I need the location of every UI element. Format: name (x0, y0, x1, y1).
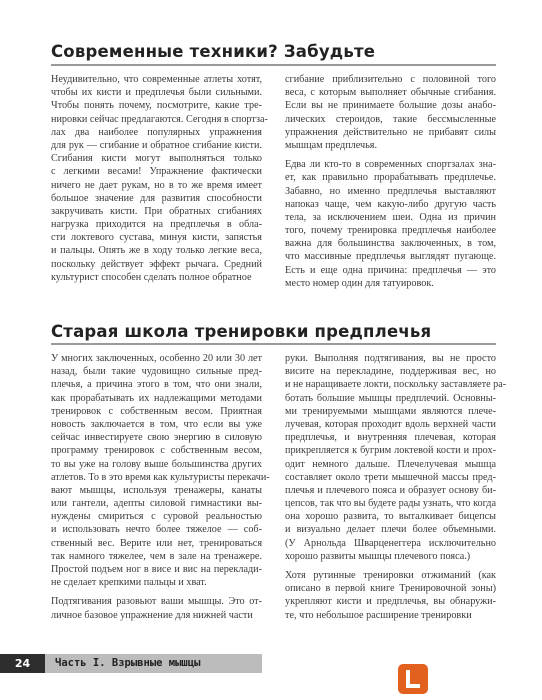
text-line: Неудивительно, что современные атлеты хотят, (51, 74, 262, 85)
text-line: ничего не дает рукам, но в то же время имеет (51, 179, 262, 191)
text-line: чтобы их кисти и предплечья были сильными. (51, 87, 262, 99)
text-line: Чтобы понять почему, посмотрите, какие тре- (51, 100, 262, 112)
chapter-title: Часть I. Взрывные мышцы (55, 657, 201, 669)
text-line: Забавно, но именно предплечья выставляют (285, 185, 496, 197)
text-line: (У Арнольда Шварценеггера исключительно (285, 537, 496, 549)
text-line: плечья, а причина этого в том, что они знали, (51, 379, 262, 391)
text-line: сейчас инвестируете свою энергию в силовую (51, 432, 262, 444)
text-line: закручивать кисти. При обратных сгибаниях (51, 205, 262, 217)
text-line: то вы уже на голову выше большинства других (51, 458, 262, 470)
text-line: ми тренируемыми мышцами являются плече- (285, 405, 496, 417)
text-line: культурист способен сделать полное обратное (51, 271, 252, 283)
section2-left-column (51, 352, 270, 622)
text-line: ботать большие мышцы предплечий. Основны- (285, 392, 496, 404)
paragraph (285, 158, 496, 290)
text-line: прикрепляется к бугрим локтевой кости и прох- (285, 445, 496, 457)
text-line: укрепляют кисти и предплечья, вы обнаружи- (285, 596, 496, 608)
section1-title: Современные техники? Забудьте (51, 42, 376, 61)
text-line: висите на перекладине, поддерживая вес, но (285, 366, 496, 378)
text-line: напоказ чаще, чем какую-либо другую часть (285, 198, 496, 210)
text-line: место номер один для татуировок. (285, 277, 434, 289)
paragraph (51, 595, 262, 621)
text-line: тела, за исключением шеи. Одна из причин (285, 211, 496, 223)
text-line: программу тренировок с собственным весом, (51, 445, 262, 457)
text-line: с легкими весами! Упражнение фактически (51, 166, 262, 178)
text-line: Простой подъем ног в висе и вис на переклади- (51, 564, 262, 575)
text-line: Хотя рутинные тренировки отжиманий (как (285, 570, 496, 581)
text-line: упражнения действительно не прибавят силы (285, 126, 496, 138)
text-line: мышцам предплечья. (285, 139, 378, 151)
text-line: ственный вес. Верите или нет, тренироваться (51, 537, 262, 549)
paragraph (51, 73, 268, 284)
text-line: нировки сейчас предлагаются. Сегодня в спортза- (51, 113, 268, 125)
text-line: одит немного дальше. Плечелучевая мышца (285, 458, 496, 470)
text-line: руки. Выполняя подтягивания, вы не просто (285, 353, 496, 364)
text-line: или гантели, адепты силовой гимнастики вы- (51, 498, 262, 510)
text-line: что массивные предплечья выглядят пугающе. (285, 251, 496, 263)
text-line: и пальцы. Опять же в ходу только легкие веса, (51, 245, 262, 257)
section1-left-column (51, 73, 268, 284)
text-line: плечья и плечевого пояса и образует основу би- (285, 484, 496, 496)
paragraph (285, 73, 496, 152)
text-line: и не наращиваете локти, поскольку заставляете ра- (285, 379, 507, 391)
text-line: сгибание приблизительно с половиной того (285, 74, 496, 85)
publisher-logo-icon (398, 664, 428, 694)
section2-right-column (285, 352, 507, 622)
text-line: новость заключается в том, что если вы уже (51, 418, 262, 430)
text-line: поскольку действует эффект рычага. Средний (51, 258, 262, 270)
text-line: для рук — сгибание и обратное сгибание кисти. (51, 139, 262, 151)
text-line: Едва ли кто-то в современных спортзалах зна- (285, 159, 496, 171)
text-line: У многих заключенных, особенно 20 или 30 лет (51, 353, 262, 364)
text-line: предплечья, и внутренняя плечевая, которая (285, 432, 496, 444)
text-line: назад, были такие чудовищно сильные пред- (51, 366, 262, 378)
text-line: Есть и еще одна причина: предплечья — это (285, 264, 496, 276)
text-line: лических стероидов, такие бессмысленные (285, 113, 496, 125)
paragraph (285, 569, 496, 622)
text-line: составляет около трети мышечной массы пред- (285, 471, 496, 483)
text-line: Подтягивания разовьют ваши мышцы. Это от- (51, 596, 262, 608)
text-line: большое значение для развития способности (51, 192, 262, 204)
text-line: сти локтевого сустава, минуя кисти, запястья (51, 232, 262, 244)
text-line: важна для большинства заключенных, в том, (285, 238, 496, 250)
text-line: Если вы не принимаете большие дозы анабо- (285, 100, 496, 112)
text-line: не сделает крепкими пальцы и хват. (51, 577, 207, 589)
text-line: лучевая, которая проходит вдоль верхней части (285, 418, 496, 430)
section1-rule (51, 64, 496, 66)
text-line: вают мышцы, используя тренажеры, канаты (51, 484, 262, 496)
text-line: цепсов, так что вы будете рады узнать, что когда (285, 498, 496, 510)
text-line: она хорошо развита, то выталкивает бицепсы (285, 511, 496, 523)
section2-rule (51, 343, 496, 345)
section2-title: Старая школа тренировки предплечья (51, 322, 432, 341)
section1-right-column (285, 73, 496, 290)
text-line: те, что небольшое расширение тренировки (285, 609, 472, 621)
text-line: как прорабатывать их надлежащими методами (51, 392, 262, 404)
text-line: личное базовое упражнение для нижней части (51, 609, 253, 621)
text-line: так намного тяжелее, чем в зале на тренажере. (51, 550, 262, 562)
text-line: ет, как правильно прорабатывать предплечье. (285, 172, 496, 184)
text-line: лах два наиболее популярных упражнения (51, 126, 262, 138)
text-line: Сгибания кисти могут выполняться только (51, 153, 262, 165)
text-line: атлетов. То в это время как культуристы перекачи- (51, 471, 270, 483)
text-line: описано в первой книге Тренировочной зоны) (285, 583, 496, 595)
text-line: тренировок с собственным весом. Приятная (51, 405, 262, 417)
text-line: хорошо развиты мышцы плечевого пояса.) (285, 550, 471, 562)
text-line: и визуально делает плечи более объемными. (285, 524, 496, 536)
text-line: и использовать нечто более тяжелое — соб- (51, 524, 262, 536)
paragraph (51, 352, 270, 589)
page-number: 24 (0, 654, 45, 673)
text-line: веса, с которым выполняет обычные сгибания. (285, 87, 496, 99)
paragraph (285, 352, 507, 563)
text-line: нагрузка приходится на предплечья в обла- (51, 219, 262, 231)
text-line: нуждены смириться с суровой реальностью (51, 511, 262, 523)
text-line: того, почему тренировка предплечья наиболее (285, 225, 496, 237)
